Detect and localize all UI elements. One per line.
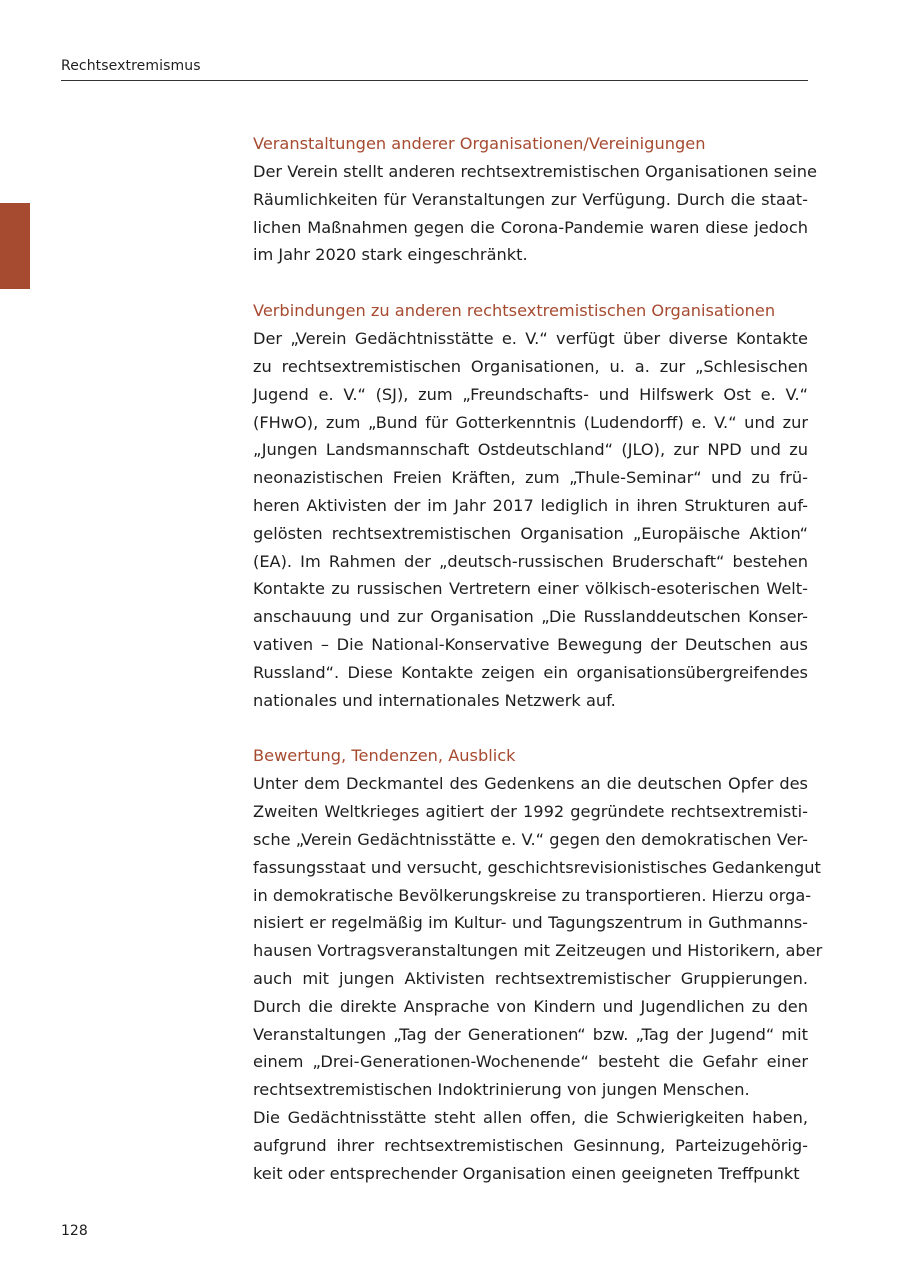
text-line: nisiert er regelmäßig im Kultur- und Tagungszentrum in Guthmanns-: [253, 913, 808, 933]
text-line: rechtsextremistischen Indoktrinierung von jungen Menschen.: [253, 1080, 750, 1100]
text-line: hausen Vortragsveranstaltungen mit Zeitzeugen und Historikern, aber: [253, 941, 823, 961]
text-line: zu rechtsextremistischen Organisationen, u. a. zur „Schlesischen: [253, 356, 808, 376]
paragraph: [253, 325, 808, 714]
text-line: Der „Verein Gedächtnisstätte e. V.“ verfügt über diverse Kontakte: [253, 329, 808, 349]
section-heading: Bewertung, Tendenzen, Ausblick: [253, 746, 516, 766]
paragraph: [253, 1104, 808, 1187]
section-heading: Verbindungen zu anderen rechtsextremistischen Organisationen: [253, 301, 776, 321]
text-line: Räumlichkeiten für Veranstaltungen zur Verfügung. Durch die staat-: [253, 189, 808, 209]
text-line: im Jahr 2020 stark eingeschränkt.: [253, 245, 528, 265]
main-content: [253, 130, 823, 1215]
paragraph: [253, 158, 817, 269]
text-line: Kontakte zu russischen Vertretern einer völkisch-esoterischen Welt-: [253, 579, 808, 599]
text-line: „Jungen Landsmannschaft Ostdeutschland“ (JLO), zur NPD und zu: [253, 440, 808, 460]
text-line: nationales und internationales Netzwerk auf.: [253, 690, 616, 710]
text-line: auch mit jungen Aktivisten rechtsextremistischer Gruppierungen.: [253, 968, 808, 988]
header-rule: [61, 80, 808, 81]
text-line: (EA). Im Rahmen der „deutsch-russischen Bruderschaft“ bestehen: [253, 551, 808, 571]
text-line: anschauung und zur Organisation „Die Russlanddeutschen Konser-: [253, 607, 808, 627]
text-line: Jugend e. V.“ (SJ), zum „Freundschafts- und Hilfswerk Ost e. V.“: [253, 384, 808, 404]
text-line: Zweiten Weltkrieges agitiert der 1992 gegründete rechtsextremisti-: [253, 802, 808, 822]
section: [253, 742, 823, 1187]
text-line: lichen Maßnahmen gegen die Corona-Pandemie waren diese jedoch: [253, 217, 808, 237]
text-line: heren Aktivisten der im Jahr 2017 lediglich in ihren Strukturen auf-: [253, 495, 808, 515]
text-line: fassungsstaat und versucht, geschichtsrevisionistisches Gedankengut: [253, 857, 821, 877]
paragraph: [253, 770, 823, 1104]
text-line: vativen – Die National-Konservative Bewegung der Deutschen aus: [253, 634, 808, 654]
text-line: Veranstaltungen „Tag der Generationen“ bzw. „Tag der Jugend“ mit: [253, 1024, 808, 1044]
text-line: einem „Drei-Generationen-Wochenende“ besteht die Gefahr einer: [253, 1052, 808, 1072]
text-line: gelösten rechtsextremistischen Organisation „Europäische Aktion“: [253, 523, 808, 543]
text-line: Die Gedächtnisstätte steht allen offen, die Schwierigkeiten haben,: [253, 1107, 808, 1127]
text-line: Unter dem Deckmantel des Gedenkens an die deutschen Opfer des: [253, 774, 808, 794]
text-line: Russland“. Diese Kontakte zeigen ein organisationsübergreifendes: [253, 662, 808, 682]
page-number: 128: [61, 1223, 88, 1239]
running-header: Rechtsextremismus: [61, 58, 201, 74]
section: [253, 297, 808, 714]
side-tab-marker: [0, 203, 30, 289]
section-heading: Veranstaltungen anderer Organisationen/Vereinigungen: [253, 134, 706, 153]
text-line: in demokratische Bevölkerungskreise zu transportieren. Hierzu orga-: [253, 885, 812, 905]
text-line: Durch die direkte Ansprache von Kindern und Jugendlichen zu den: [253, 996, 808, 1016]
section: [253, 130, 817, 269]
text-line: sche „Verein Gedächtnisstätte e. V.“ gegen den demokratischen Ver-: [253, 829, 808, 849]
text-line: keit oder entsprechender Organisation einen geeigneten Treffpunkt: [253, 1163, 800, 1183]
text-line: (FHwO), zum „Bund für Gotterkenntnis (Ludendorff) e. V.“ und zur: [253, 412, 808, 432]
text-line: neonazistischen Freien Kräften, zum „Thule-Seminar“ und zu frü-: [253, 468, 808, 488]
text-line: Der Verein stellt anderen rechtsextremistischen Organisationen seine: [253, 162, 817, 181]
text-line: aufgrund ihrer rechtsextremistischen Gesinnung, Parteizugehörig-: [253, 1135, 808, 1155]
